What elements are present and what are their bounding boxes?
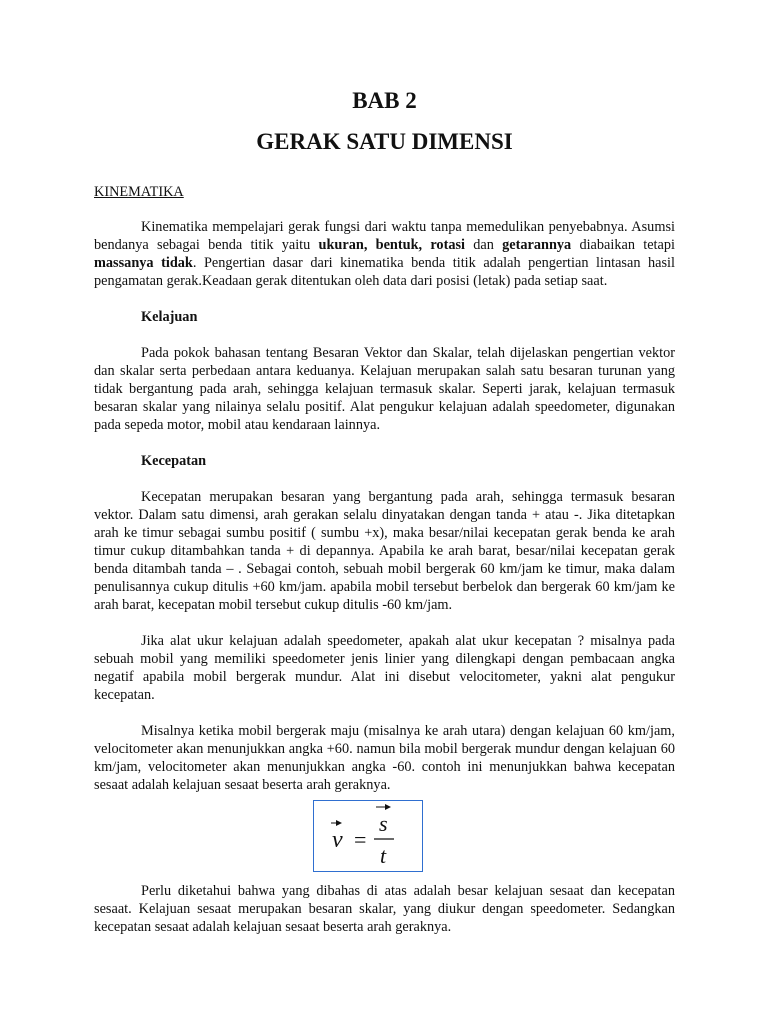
chapter-number: BAB 2 <box>352 88 417 113</box>
kecepatan-paragraph-1: Kecepatan merupakan besaran yang bergantung pada arah, sehingga termasuk besaran vektor. Dalam satu dimensi, arah gerakan selalu dinyatakan dengan tanda + atau -. Jika ditetapkan arah ke timur sebagai sumbu positif ( sumbu +x), maka besar/nilai kecepatan gerak benda ke arah timur cukup ditambahkan tanda + di depannya. Apabila ke arah barat, besar/nilai kecepatan gerak benda ditambah tanda – . Sebagai contoh, sebuah mobil bergerak 60 km/jam ke timur, maka dalam penulisannya cukup ditulis +60 km/jam. apabila mobil tersebut berbelok dan bergerak 60 km/jam ke arah barat, kecepatan mobil tersebut cukup ditulis -60 km/jam. <box>94 489 675 613</box>
intro-text-1: Kinematika mempelajari gerak fungsi dari waktu tanpa memedulikan penyebabnya. Asumsi bendanya sebagai benda titik yaitu <box>94 219 675 253</box>
intro-text-3: diabaikan tetapi <box>571 237 675 253</box>
intro-bold-2: getarannya <box>502 237 572 253</box>
closing-section <box>94 882 675 936</box>
formula-numerator: s <box>379 811 388 836</box>
formula-denominator: t <box>380 843 387 868</box>
kecepatan-closing-paragraph: Perlu diketahui bahwa yang dibahas di atas adalah besar kelajuan sesaat dan kecepatan sesaat. Kelajuan sesaat merupakan besaran skalar, yang diukur dengan speedometer. Sedangkan kecepatan sesaat adalah kelajuan sesaat beserta arah geraknya. <box>94 883 675 935</box>
heading-kelajuan: Kelajuan <box>141 309 198 325</box>
intro-bold-1: ukuran, bentuk, rotasi <box>318 237 466 253</box>
velocity-formula <box>313 800 423 872</box>
formula-equals: = <box>354 827 367 852</box>
chapter-title: GERAK SATU DIMENSI <box>256 129 513 154</box>
document-page <box>94 88 675 794</box>
kecepatan-paragraph-3: Misalnya ketika mobil bergerak maju (misalnya ke arah utara) dengan kelajuan 60 km/jam, velocitometer akan menunjukkan angka +60. namun bila mobil bergerak mundur dengan kelajuan 60 km/jam, velocitometer akan menunjukkan angka -60. contoh ini menunjukkan bahwa kecepatan sesaat adalah kelajuan sesaat beserta arah geraknya. <box>94 723 675 793</box>
formula-lhs: v <box>332 827 343 853</box>
intro-text-2: dan <box>465 237 503 253</box>
kinematika-intro <box>94 218 675 290</box>
intro-bold-3: massanya tidak <box>94 255 193 271</box>
kecepatan-paragraph-2: Jika alat ukur kelajuan adalah speedometer, apakah alat ukur kecepatan ? misalnya pada sebuah mobil yang memiliki speedometer jenis linier yang dilengkapi dengan pembacaan angka negatif apabila mobil bergerak mundur. Alat ini disebut velocitometer, yakni alat pengukur kecepatan. <box>94 633 675 703</box>
heading-kecepatan: Kecepatan <box>141 453 207 469</box>
kelajuan-paragraph: Pada pokok bahasan tentang Besaran Vektor dan Skalar, telah dijelaskan pengertian vektor dan skalar serta perbedaan antara keduanya. Kelajuan merupakan salah satu besaran turunan yang tidak bergantung pada arah, sehingga kelajuan termasuk skalar. Seperti jarak, kelajuan termasuk besaran skalar yang nilainya selalu positif. Alat pengukur kelajuan adalah speedometer, digunakan pada sepeda motor, mobil atau kendaraan lainnya. <box>94 345 675 433</box>
intro-text-4: . Pengertian dasar dari kinematika benda titik adalah pengertian lintasan hasil pengamatan gerak.Keadaan gerak ditentukan oleh data dari posisi (letak) pada setiap saat. <box>94 255 675 289</box>
section-label-kinematika: KINEMATIKA <box>94 184 184 200</box>
formula-svg <box>314 801 421 870</box>
